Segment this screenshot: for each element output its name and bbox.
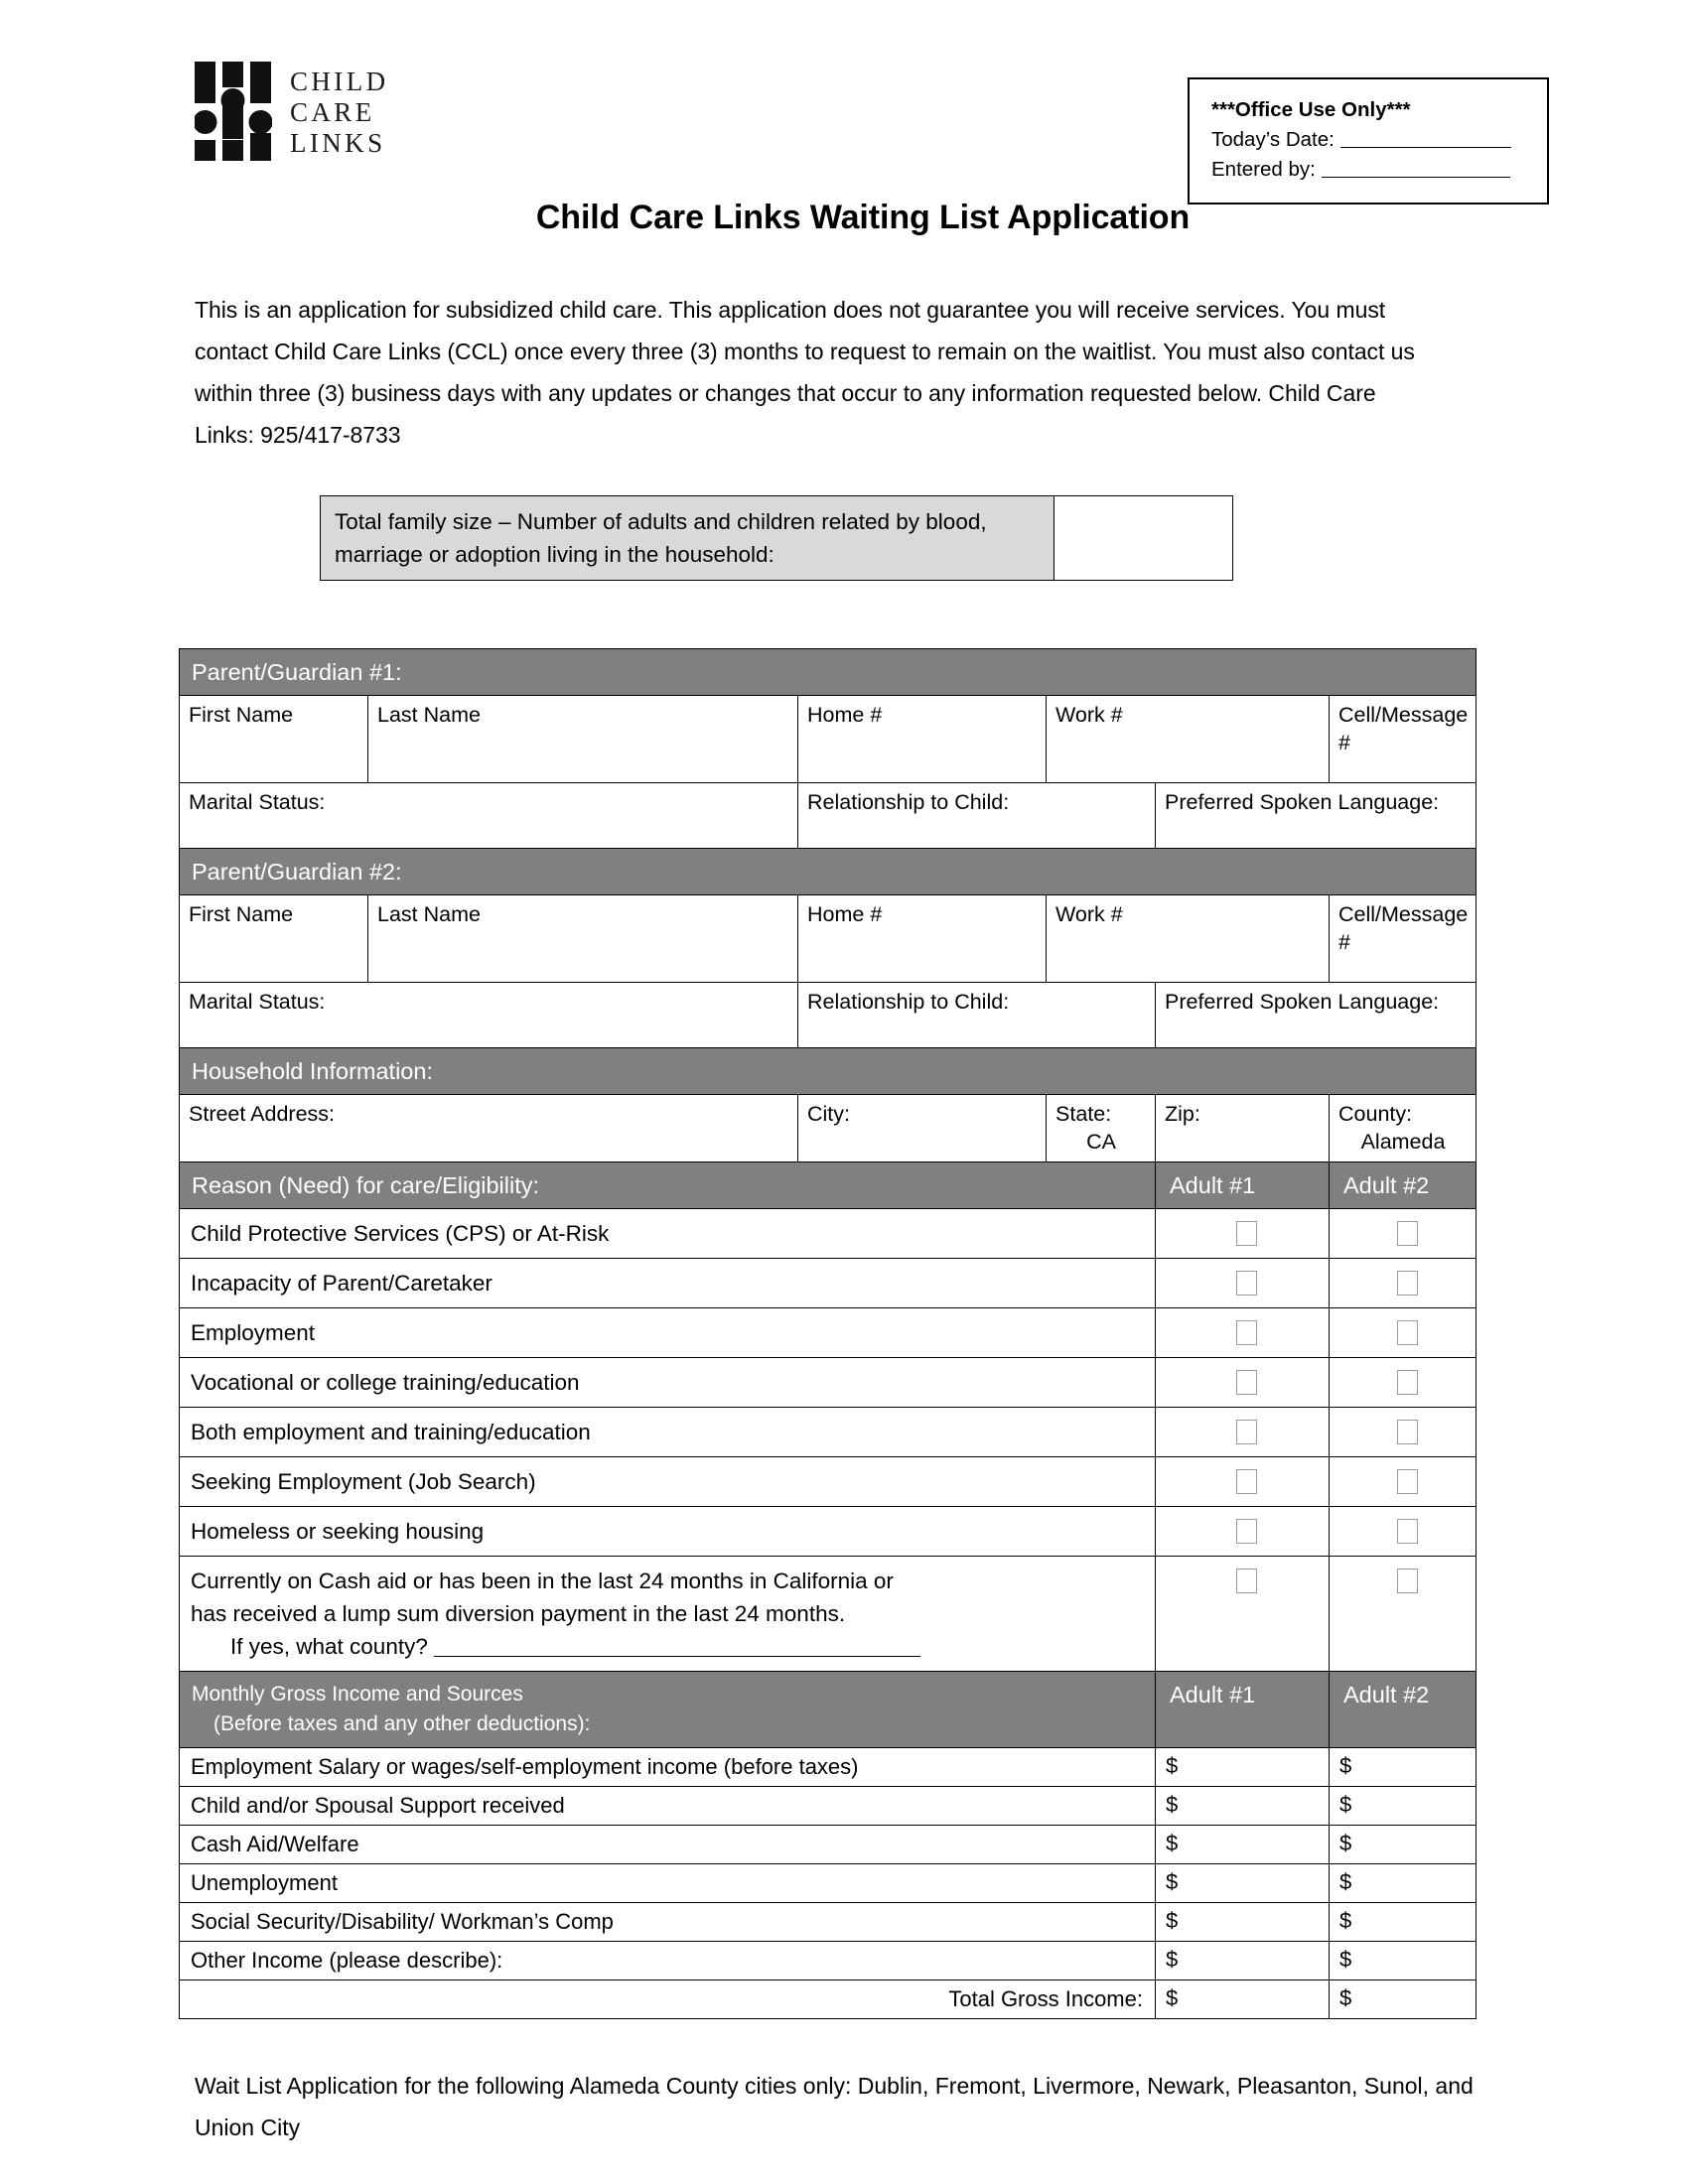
todays-date-row [1211, 125, 1527, 155]
parent2-marital-status-cell[interactable] [180, 983, 798, 1048]
parent1-work-phone-cell[interactable] [1047, 696, 1330, 783]
table-row [180, 1826, 1477, 1864]
organization-logo [195, 62, 389, 161]
parent1-language-cell[interactable] [1156, 783, 1477, 849]
income-cash-aid-adult1[interactable]: $ [1156, 1826, 1330, 1864]
income-label-cash-aid: Cash Aid/Welfare [180, 1826, 1156, 1864]
parent1-cell-phone-label: Cell/Message # [1338, 703, 1469, 754]
eligibility-label-employment: Employment [180, 1308, 1156, 1358]
table-row [180, 1209, 1477, 1259]
todays-date-label: Today’s Date: [1211, 128, 1335, 151]
checkbox-icon [1236, 1519, 1257, 1544]
eligibility-checkbox-employment-adult1[interactable] [1156, 1308, 1330, 1358]
checkbox-icon [1397, 1469, 1418, 1494]
parent1-home-phone-cell[interactable] [798, 696, 1047, 783]
cash-aid-county-question-row [191, 1630, 1155, 1663]
parent2-name-row [180, 895, 1477, 983]
parent1-work-phone-label: Work # [1055, 703, 1123, 727]
income-label-support: Child and/or Spousal Support received [180, 1787, 1156, 1826]
parent2-language-label: Preferred Spoken Language: [1165, 990, 1440, 1014]
checkbox-icon [1397, 1271, 1418, 1296]
application-form-table [179, 648, 1477, 2019]
eligibility-checkbox-cash-aid-adult2[interactable] [1330, 1557, 1477, 1672]
parent2-cell-phone-cell[interactable] [1330, 895, 1477, 983]
city-label: City: [807, 1102, 850, 1126]
income-label-salary: Employment Salary or wages/self-employment income (before taxes) [180, 1748, 1156, 1787]
eligibility-label-vocational: Vocational or college training/education [180, 1358, 1156, 1408]
cash-aid-county-input[interactable] [434, 1656, 920, 1657]
eligibility-label-both: Both employment and training/education [180, 1408, 1156, 1457]
eligibility-checkbox-incapacity-adult1[interactable] [1156, 1259, 1330, 1308]
parent2-home-phone-label: Home # [807, 902, 883, 926]
eligibility-checkbox-cps-adult1[interactable] [1156, 1209, 1330, 1259]
office-use-title: ***Office Use Only*** [1211, 98, 1411, 121]
state-label: State: [1055, 1102, 1112, 1126]
parent2-status-row [180, 983, 1477, 1048]
eligibility-checkbox-cash-aid-adult1[interactable] [1156, 1557, 1330, 1672]
office-use-only-box [1188, 77, 1549, 205]
income-other-adult1[interactable]: $ [1156, 1942, 1330, 1980]
table-row [180, 1903, 1477, 1942]
eligibility-checkbox-homeless-adult2[interactable] [1330, 1507, 1477, 1557]
parent2-last-name-label: Last Name [377, 902, 481, 926]
income-salary-adult1[interactable]: $ [1156, 1748, 1330, 1787]
checkbox-icon [1236, 1569, 1257, 1593]
todays-date-input[interactable] [1340, 147, 1511, 148]
page-header [0, 0, 1688, 189]
income-support-adult2[interactable]: $ [1330, 1787, 1477, 1826]
entered-by-label: Entered by: [1211, 158, 1316, 181]
page-title: Child Care Links Waiting List Application [535, 199, 1191, 236]
logo-wordmark [290, 65, 389, 159]
table-row [180, 1507, 1477, 1557]
parent1-section-heading: Parent/Guardian #1: [180, 649, 1477, 696]
cash-aid-line2: has received a lump sum diversion payment in the last 24 months. [191, 1601, 846, 1626]
checkbox-icon [1397, 1370, 1418, 1395]
income-other-adult2[interactable]: $ [1330, 1942, 1477, 1980]
income-total-label: Total Gross Income: [180, 1980, 1156, 2019]
eligibility-label-incapacity: Incapacity of Parent/Caretaker [180, 1259, 1156, 1308]
entered-by-input[interactable] [1322, 177, 1510, 178]
income-adult2-header: Adult #2 [1330, 1672, 1477, 1748]
income-salary-adult2[interactable]: $ [1330, 1748, 1477, 1787]
eligibility-section-heading: Reason (Need) for care/Eligibility: [180, 1162, 1156, 1209]
total-family-size-label: Total family size – Number of adults and children related by blood, marriage or adoption living in the household: [320, 495, 1055, 581]
eligibility-checkbox-seeking-employment-adult2[interactable] [1330, 1457, 1477, 1507]
income-heading-main: Monthly Gross Income and Sources [192, 1683, 523, 1706]
parent1-relationship-label: Relationship to Child: [807, 790, 1010, 814]
parent2-last-name-cell[interactable] [368, 895, 798, 983]
income-social-security-adult1[interactable]: $ [1156, 1903, 1330, 1942]
parent2-marital-status-label: Marital Status: [189, 990, 326, 1014]
parent1-status-row [180, 783, 1477, 849]
table-row [180, 1358, 1477, 1408]
county-label: County: [1338, 1102, 1413, 1126]
parent1-name-row [180, 696, 1477, 783]
county-cell [1330, 1095, 1477, 1162]
parent2-heading-row [180, 849, 1477, 895]
checkbox-icon [1236, 1469, 1257, 1494]
eligibility-checkbox-incapacity-adult2[interactable] [1330, 1259, 1477, 1308]
income-total-row [180, 1980, 1477, 2019]
eligibility-adult2-header: Adult #2 [1330, 1162, 1477, 1209]
zip-cell[interactable] [1156, 1095, 1330, 1162]
income-social-security-adult2[interactable]: $ [1330, 1903, 1477, 1942]
total-family-size-box [320, 495, 1233, 581]
eligibility-checkbox-both-adult2[interactable] [1330, 1408, 1477, 1457]
eligibility-checkbox-homeless-adult1[interactable] [1156, 1507, 1330, 1557]
eligibility-checkbox-employment-adult2[interactable] [1330, 1308, 1477, 1358]
total-family-size-input[interactable] [1055, 495, 1233, 581]
cash-aid-line1: Currently on Cash aid or has been in the last 24 months in California or [191, 1569, 894, 1593]
parent1-marital-status-label: Marital Status: [189, 790, 326, 814]
parent2-cell-phone-label: Cell/Message # [1338, 902, 1469, 954]
parent2-first-name-label: First Name [189, 902, 294, 926]
income-heading-row [180, 1672, 1477, 1748]
checkbox-icon [1236, 1271, 1257, 1296]
parent1-cell-phone-cell[interactable] [1330, 696, 1477, 783]
household-section-heading: Household Information: [180, 1048, 1477, 1095]
parent1-first-name-label: First Name [189, 703, 294, 727]
footer-note: Wait List Application for the following Alameda County cities only: Dublin, Fremont, Livermore, Newark, Pleasanton, Sunol, and Union City [195, 2073, 1474, 2140]
table-row [180, 1259, 1477, 1308]
table-row [180, 1408, 1477, 1457]
parent1-last-name-cell[interactable] [368, 696, 798, 783]
parent2-language-cell[interactable] [1156, 983, 1477, 1048]
income-section-heading [180, 1672, 1156, 1748]
income-total-adult1[interactable]: $ [1156, 1980, 1330, 2019]
entered-by-row [1211, 155, 1527, 185]
eligibility-label-seeking-employment: Seeking Employment (Job Search) [180, 1457, 1156, 1507]
logo-word-child: CHILD [290, 66, 389, 96]
parent1-home-phone-label: Home # [807, 703, 883, 727]
county-value: Alameda [1360, 1130, 1446, 1154]
state-cell[interactable] [1047, 1095, 1156, 1162]
checkbox-icon [1397, 1221, 1418, 1246]
checkbox-icon [1397, 1320, 1418, 1345]
parent1-relationship-cell[interactable] [798, 783, 1156, 849]
table-row [180, 1864, 1477, 1903]
street-address-cell[interactable] [180, 1095, 798, 1162]
checkbox-icon [1236, 1420, 1257, 1444]
household-heading-row [180, 1048, 1477, 1095]
eligibility-adult1-header: Adult #1 [1156, 1162, 1330, 1209]
parent1-marital-status-cell[interactable] [180, 783, 798, 849]
eligibility-checkbox-cps-adult2[interactable] [1330, 1209, 1477, 1259]
state-value: CA [1086, 1130, 1116, 1154]
checkbox-icon [1397, 1519, 1418, 1544]
eligibility-label-cps: Child Protective Services (CPS) or At-Risk [180, 1209, 1156, 1259]
table-row [180, 1457, 1477, 1507]
parent1-first-name-cell[interactable] [180, 696, 368, 783]
table-row [180, 1308, 1477, 1358]
checkbox-icon [1397, 1420, 1418, 1444]
income-support-adult1[interactable]: $ [1156, 1787, 1330, 1826]
parent2-relationship-label: Relationship to Child: [807, 990, 1010, 1014]
intro-paragraph: This is an application for subsidized child care. This application does not guarantee you will receive services. You must contact Child Care Links (CCL) once every three (3) months to request to remain on the waitlist. You must also contact us within three (3) business days with any updates or changes that occur to any information requested below. Child Care Links: 925/417-8733 [195, 297, 1415, 448]
table-row [180, 1942, 1477, 1980]
street-address-label: Street Address: [189, 1102, 335, 1126]
parent2-work-phone-label: Work # [1055, 902, 1123, 926]
eligibility-heading-row [180, 1162, 1477, 1209]
logo-word-links: LINKS [290, 127, 386, 158]
income-unemployment-adult1[interactable]: $ [1156, 1864, 1330, 1903]
parent2-work-phone-cell[interactable] [1047, 895, 1330, 983]
income-heading-subnote: (Before taxes and any other deductions): [213, 1712, 591, 1735]
eligibility-checkbox-vocational-adult1[interactable] [1156, 1358, 1330, 1408]
checkbox-icon [1236, 1320, 1257, 1345]
parent2-home-phone-cell[interactable] [798, 895, 1047, 983]
cash-aid-county-question: If yes, what county? [230, 1634, 428, 1659]
income-total-adult2[interactable]: $ [1330, 1980, 1477, 2019]
eligibility-checkbox-both-adult1[interactable] [1156, 1408, 1330, 1457]
cash-aid-row [180, 1557, 1477, 1672]
income-label-unemployment: Unemployment [180, 1864, 1156, 1903]
table-row [180, 1787, 1477, 1826]
income-label-other[interactable]: Other Income (please describe): [180, 1942, 1156, 1980]
parent2-section-heading: Parent/Guardian #2: [180, 849, 1477, 895]
checkbox-icon [1397, 1569, 1418, 1593]
income-unemployment-adult2[interactable]: $ [1330, 1864, 1477, 1903]
parent1-heading-row [180, 649, 1477, 696]
logo-word-care: CARE [290, 96, 375, 127]
checkbox-icon [1236, 1370, 1257, 1395]
child-care-links-logo-icon [195, 62, 272, 161]
eligibility-checkbox-vocational-adult2[interactable] [1330, 1358, 1477, 1408]
income-label-social-security: Social Security/Disability/ Workman’s Comp [180, 1903, 1156, 1942]
table-row [180, 1748, 1477, 1787]
zip-label: Zip: [1165, 1102, 1200, 1126]
checkbox-icon [1236, 1221, 1257, 1246]
parent1-last-name-label: Last Name [377, 703, 481, 727]
eligibility-label-homeless: Homeless or seeking housing [180, 1507, 1156, 1557]
eligibility-label-cash-aid [180, 1557, 1156, 1672]
income-adult1-header: Adult #1 [1156, 1672, 1330, 1748]
parent2-relationship-cell[interactable] [798, 983, 1156, 1048]
income-cash-aid-adult2[interactable]: $ [1330, 1826, 1477, 1864]
parent2-first-name-cell[interactable] [180, 895, 368, 983]
household-address-row [180, 1095, 1477, 1162]
parent1-language-label: Preferred Spoken Language: [1165, 790, 1440, 814]
city-cell[interactable] [798, 1095, 1047, 1162]
eligibility-checkbox-seeking-employment-adult1[interactable] [1156, 1457, 1330, 1507]
